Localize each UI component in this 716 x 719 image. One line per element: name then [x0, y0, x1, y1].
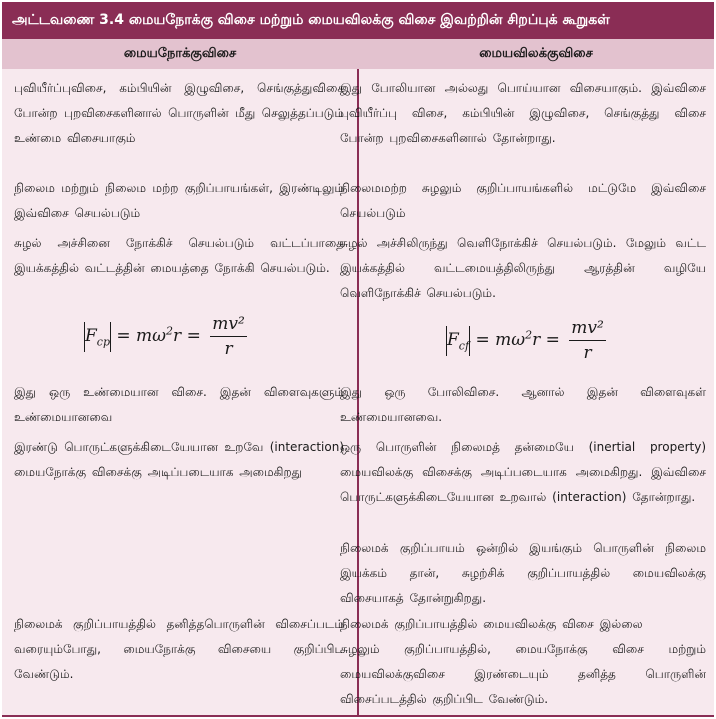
row-3-centrifugal: சுழல் அச்சிலிருந்து வெளிநோக்கிச் செயல்படும். மேலும் வட்ட இயக்கத்தில் வட்டமையத்திலிருந்து ஆரத்தின் வழியே வெளிநோக்கிச் செயல்படும். — [340, 236, 706, 300]
row-3-centripetal: சுழல் அச்சினை நோக்கிச் செயல்படும் வட்டப்பாதை இயக்கத்தில் வட்டத்தின் மையத்தை நோக்கி செயல்படும். — [14, 236, 344, 275]
row-5-centripetal: இரண்டு பொருட்களுக்கிடையேயான உறவே (interaction) மையநோக்கு விசைக்கு அடிப்படையாக அமைகிறது — [14, 440, 344, 479]
column-header-centrifugal: மையவிலக்குவிசை — [479, 46, 593, 61]
row-8-centrifugal: சுழலும் குறிப்பாயத்தில், மையநோக்கு விசை மற்றும் மையவிலக்குவிசை இரண்டையும் தனித்த பொருளின் விசைப்படத்தில் குறிப்பிட வேண்டும். — [340, 642, 706, 706]
table-title: அட்டவணை 3.4 மையநோக்கு விசை மற்றும் மையவிலக்கு விசை இவற்றின் சிறப்புக் கூறுகள் — [2, 2, 714, 39]
row-7-centripetal: நிலைமக் குறிப்பாயத்தில் தனித்தபொருளின் விசைப்படம் வரையும்போது, மையநோக்கு விசையை குறிப்பிட வேண்டும். — [14, 617, 344, 681]
row-2-centrifugal: நிலைமமற்ற சுழலும் குறிப்பாயங்களில் மட்டுமே இவ்விசை செயல்படும் — [340, 181, 706, 220]
row-6-centrifugal: நிலைமக் குறிப்பாயம் ஒன்றில் இயங்கும் பொருளின் நிலைம இயக்கம் தான், சுழற்சிக் குறிப்பாயத்தில் மையவிலக்கு விசையாகத் தோன்றுகிறது. — [340, 541, 706, 605]
row-4-centrifugal: இது ஒரு போலிவிசை. ஆனால் இதன் விளைவுகள் உண்மையானவை. — [340, 385, 706, 424]
row-4-centripetal: இது ஒரு உண்மையான விசை. இதன் விளைவுகளும் உண்மையானவை — [14, 385, 344, 424]
row-7-centrifugal: நிலைமக் குறிப்பாயத்தில் மையவிலக்கு விசை இல்லை — [340, 617, 643, 631]
column-header-centripetal: மையநோக்குவிசை — [123, 46, 237, 61]
formula-centripetal: $F_{cp} = m\omega^2r$ = $\frac{\text{mv²}}{r}$ — [85, 314, 245, 359]
row-2-centripetal: நிலைம மற்றும் நிலைம மற்ற குறிப்பாயங்கள், இரண்டிலும் இவ்விசை செயல்படும் — [14, 181, 344, 220]
formula-centrifugal: $F_{cf} = m\omega^2r$ = $\frac{\text{mv²}}{r}$ — [447, 318, 604, 363]
comparison-table — [2, 2, 714, 717]
header-row — [2, 39, 714, 69]
row-1-centrifugal: இது போலியான அல்லது பொய்யான விசையாகும். இவ்விசை புவியீர்ப்பு விசை, கம்பியின் இழுவிசை, செங்குத்து விசை போன்ற புறவிசைகளினால் தோன்றாது. — [340, 81, 706, 145]
row-5-centrifugal: ஒரு பொருளின் நிலைமத் தன்மையே (inertial property) மையவிலக்கு விசைக்கு அடிப்படையாக அமைகிறது. இவ்விசை பொருட்களுக்கிடையேயான உறவால் (interaction) தோன்றாது. — [340, 440, 706, 504]
row-1-centripetal: புவியீர்ப்புவிசை, கம்பியின் இழுவிசை, செங்குத்துவிசை போன்ற புறவிசைகளினால் பொருளின் மீது செலுத்தப்படும் உண்மை விசையாகும் — [14, 81, 344, 145]
